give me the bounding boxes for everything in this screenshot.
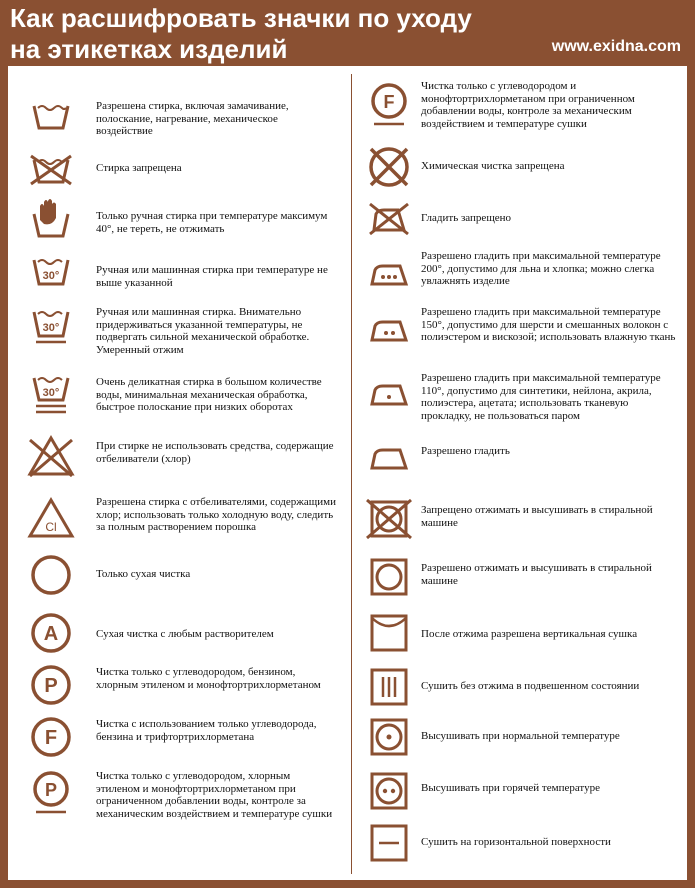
- item-text: После отжима разрешена вертикальная сушка: [421, 628, 638, 640]
- item-text: Разрешено гладить при максимальной температуре 200°, допустимо для льна и хлопка; можно слегка увлажнять изделие: [421, 250, 661, 287]
- item-text: Разрешена стирка с отбеливателями, содержащими хлор; использовать только холодную воду, следить за полным растворением порошка: [96, 496, 336, 533]
- item-text: Химическая чистка запрещена: [421, 160, 565, 172]
- item-text: Разрешена стирка, включая замачивание, полоскание, нагревание, механическое воздействие: [96, 100, 289, 137]
- content-panel: [8, 66, 687, 880]
- item-text: Высушивать при горячей температуре: [421, 782, 600, 794]
- chlorine-bleach-icon: [26, 494, 76, 544]
- iron-high-icon: [364, 248, 414, 298]
- no-tumble-dry-icon: [364, 494, 414, 544]
- iron-low-icon: [364, 368, 414, 418]
- iron-medium-icon: [364, 304, 414, 354]
- solvent-label: F: [44, 727, 58, 749]
- temperature-label: 30°: [42, 322, 60, 334]
- item-text: При стирке не использовать средства, содержащие отбеливатели (хлор): [96, 440, 334, 465]
- wash-30-gentle-icon: [26, 302, 76, 352]
- item-text: Ручная или машинная стирка при температуре не выше указанной: [96, 264, 328, 289]
- page-title: [10, 3, 472, 65]
- item-text: Очень деликатная стирка в большом количестве воды, минимальная механическая обработка, быстрое полоскание при низких оборотах: [96, 376, 322, 413]
- iron-icon: [364, 432, 414, 482]
- solvent-label: P: [44, 675, 58, 697]
- drip-dry-icon: [364, 608, 414, 658]
- item-text: Ручная или машинная стирка. Внимательно придерживаться указанной температуры, не подвергать сильной механической обработке. Умеренный отжим: [96, 306, 310, 356]
- tumble-dry-icon: [364, 552, 414, 602]
- item-text: Запрещено отжимать и высушивать в стиральной машине: [421, 504, 653, 529]
- item-text: Разрешено гладить: [421, 445, 510, 457]
- no-dry-clean-icon: [364, 142, 414, 192]
- dry-clean-f-gentle-icon: [364, 80, 414, 130]
- dry-flat-icon: [364, 818, 414, 868]
- item-text: Сушить на горизонтальной поверхности: [421, 836, 611, 848]
- dry-clean-icon: [26, 550, 76, 600]
- tumble-dry-normal-icon: [364, 712, 414, 762]
- item-text: Разрешено гладить при максимальной температуре 110°, допустимо для синтетики, нейлона, акрила, полиэстера, ацетата; использовать тканевую прокладку, не пользоваться паром: [421, 372, 661, 422]
- dry-clean-f-icon: [26, 712, 76, 762]
- item-text: Только сухая чистка: [96, 568, 191, 580]
- temperature-label: 30°: [42, 387, 60, 399]
- wash-30-icon: [26, 246, 76, 296]
- no-bleach-icon: [26, 432, 76, 482]
- hand-wash-icon: [26, 192, 76, 242]
- no-iron-icon: [364, 194, 414, 244]
- item-text: Разрешено гладить при максимальной температуре 150°, допустимо для шерсти и смешанных волокон с полиэстером и вискозой; использовать влажную ткань: [421, 306, 676, 343]
- item-text: Гладить запрещено: [421, 212, 512, 224]
- wash-tub-icon: [26, 88, 76, 138]
- dry-clean-p-gentle-icon: [26, 768, 76, 818]
- solvent-label: A: [43, 623, 59, 645]
- tumble-dry-hot-icon: [364, 766, 414, 816]
- column-divider: [351, 74, 352, 874]
- no-wash-icon: [26, 142, 76, 192]
- item-text: Чистка только с углеводородом и монофтортрихлорметаном при ограниченном добавлении воды, контроле за механическим воздействием и температуре сушки: [421, 80, 635, 130]
- item-text: Разрешено отжимать и высушивать в стиральной машине: [421, 562, 652, 587]
- dry-clean-a-icon: [26, 608, 76, 658]
- item-text: Сушить без отжима в подвешенном состоянии: [421, 680, 640, 692]
- item-text: Только ручная стирка при температуре максимум 40°, не тереть, не отжимать: [96, 210, 328, 235]
- site-url[interactable]: www.exidna.com: [551, 38, 681, 55]
- item-text: Стирка запрещена: [96, 162, 182, 174]
- line-dry-icon: [364, 662, 414, 712]
- item-text: Сухая чистка с любым растворителем: [96, 628, 274, 640]
- item-text: Чистка только с углеводородом, хлорным этиленом и монофтортрихлорметаном при ограниченном добавлении воды, контроле за механическим воздействием и температуре сушки: [96, 770, 333, 820]
- wash-30-very-gentle-icon: [26, 370, 76, 420]
- item-text: Чистка только с углеводородом, бензином, хлорным этиленом и монофтортрихлорметаном: [96, 666, 321, 691]
- title-line-2: на этикетках изделий: [10, 34, 288, 64]
- title-line-1: Как расшифровать значки по уходу: [10, 3, 472, 33]
- header: [0, 0, 695, 66]
- chlorine-label: Cl: [45, 520, 57, 534]
- item-text: Высушивать при нормальной температуре: [421, 730, 620, 742]
- item-text: Чистка с использованием только углеводорода, бензина и трифтортрихлорметана: [96, 718, 317, 743]
- solvent-label: F: [383, 92, 395, 112]
- solvent-label: P: [44, 780, 58, 800]
- temperature-label: 30°: [42, 270, 60, 282]
- dry-clean-p-icon: [26, 660, 76, 710]
